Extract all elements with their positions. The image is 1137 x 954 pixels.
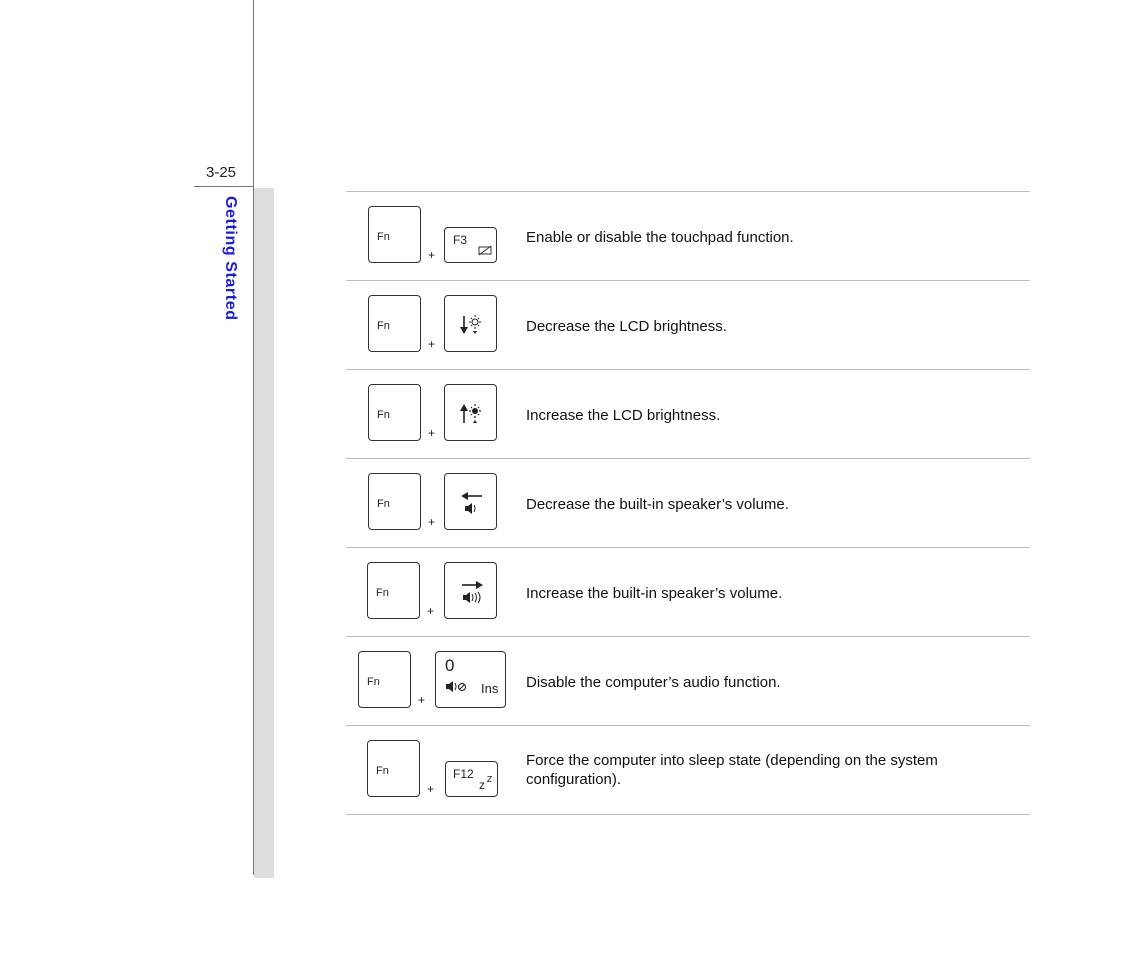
row-description: Increase the LCD brightness.	[526, 407, 721, 424]
fn-key-label: Fn	[377, 498, 390, 510]
table-row	[346, 458, 1030, 547]
row-description: Decrease the built-in speaker’s volume.	[526, 496, 789, 513]
zero-key-label: 0	[445, 656, 455, 675]
table-row	[346, 191, 1030, 280]
plus-sign: +	[418, 693, 426, 707]
touchpad-disabled-icon	[478, 245, 492, 256]
page-number-rule	[194, 186, 254, 187]
row-description: Disable the computer’s audio function.	[526, 674, 781, 691]
plus-sign: +	[428, 337, 436, 351]
fn-key-label: Fn	[367, 676, 380, 688]
row-description: Force the computer into sleep state (depending on the system configuration).	[526, 752, 938, 788]
fn-key	[368, 206, 421, 263]
table-row	[346, 547, 1030, 636]
fn-key-label: Fn	[376, 765, 389, 777]
fn-key-label: Fn	[377, 231, 390, 243]
table-row	[346, 280, 1030, 369]
volume-down-key	[444, 473, 497, 530]
row-description: Decrease the LCD brightness.	[526, 318, 727, 335]
fn-key	[367, 562, 420, 619]
mute-icon	[445, 680, 467, 694]
f3-key	[444, 227, 497, 263]
section-title: Getting Started	[222, 196, 239, 321]
table-row	[346, 725, 1030, 815]
plus-sign: +	[427, 782, 435, 796]
table-row	[346, 369, 1030, 458]
fn-key	[368, 384, 421, 441]
row-description: Enable or disable the touchpad function.	[526, 229, 794, 246]
plus-sign: +	[427, 604, 435, 618]
ins-key-label: Ins	[481, 681, 499, 696]
plus-sign: +	[428, 426, 436, 440]
ins-key	[435, 651, 506, 708]
brightness-up-icon	[460, 403, 482, 425]
brightness-up-key	[444, 384, 497, 441]
hotkey-table	[346, 191, 1030, 815]
fn-key-label: Fn	[377, 409, 390, 421]
fn-key	[367, 740, 420, 797]
row-description: Increase the built-in speaker’s volume.	[526, 585, 783, 602]
side-tab-band	[254, 188, 274, 878]
fn-key-label: Fn	[376, 587, 389, 599]
f3-key-label: F3	[453, 233, 468, 247]
fn-key-label: Fn	[377, 320, 390, 332]
fn-key	[358, 651, 411, 708]
brightness-down-icon	[460, 314, 482, 336]
volume-down-icon	[460, 491, 484, 517]
volume-up-icon	[460, 580, 484, 606]
f12-key	[445, 761, 498, 797]
brightness-down-key	[444, 295, 497, 352]
volume-up-key	[444, 562, 497, 619]
table-row	[346, 636, 1030, 725]
fn-key	[368, 295, 421, 352]
plus-sign: +	[428, 515, 436, 529]
sleep-icon: z	[479, 778, 485, 792]
f12-key-label: F12	[453, 767, 474, 781]
fn-key	[368, 473, 421, 530]
sleep-z-superscript-icon	[487, 776, 492, 782]
page-number: 3-25	[206, 164, 237, 181]
plus-sign: +	[428, 248, 436, 262]
